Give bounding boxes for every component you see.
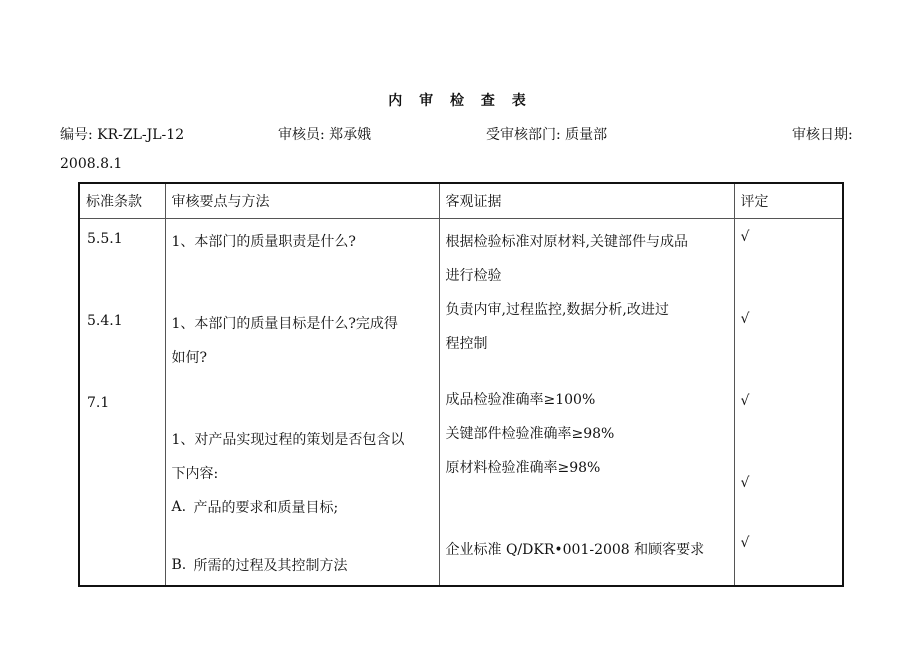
points-column [165, 219, 439, 587]
document-code: 编号: KR-ZL-JL-12 [60, 127, 185, 143]
header-evidence: 客观证据 [439, 183, 734, 219]
document-title: 内 审 检 查 表 [388, 93, 532, 109]
audit-date-label: 审核日期: [792, 127, 853, 143]
point-text: 1、本部门的质量目标是什么?完成得 [171, 316, 398, 332]
check-mark-icon: √ [740, 311, 750, 327]
point-text: 1、对产品实现过程的策划是否包含以 [171, 432, 405, 448]
evidence-text: 根据检验标准对原材料,关键部件与成品 [445, 234, 688, 250]
check-mark-icon: √ [740, 535, 750, 551]
point-text: 下内容: [171, 466, 219, 482]
audit-date-value: 2008.8.1 [60, 156, 123, 172]
evidence-column [439, 219, 734, 587]
evidence-text: 成品检验准确率≥100% [445, 392, 596, 408]
audit-checklist-table [78, 182, 844, 587]
table-row [79, 219, 843, 587]
table-header-row [79, 183, 843, 219]
clause-column [79, 219, 165, 587]
clause-7-1: 7.1 [87, 395, 110, 411]
clause-5-5-1: 5.5.1 [87, 231, 123, 247]
evidence-text: 关键部件检验准确率≥98% [445, 426, 615, 442]
evidence-text: 进行检验 [445, 268, 502, 284]
point-text: 1、本部门的质量职责是什么? [171, 234, 356, 250]
header-rating: 评定 [734, 183, 843, 219]
point-text: 如何? [171, 350, 208, 366]
evidence-text: 企业标准 Q/DKR•001-2008 和顾客要求 [445, 542, 705, 558]
header-points: 审核要点与方法 [165, 183, 439, 219]
audited-department: 受审核部门: 质量部 [486, 127, 608, 143]
rating-column [734, 219, 843, 587]
check-mark-icon: √ [740, 229, 750, 245]
point-item-marker: A. [171, 499, 187, 515]
evidence-text: 程控制 [445, 336, 488, 352]
evidence-text: 负责内审,过程监控,数据分析,改进过 [445, 302, 669, 318]
evidence-text: 原材料检验准确率≥98% [445, 460, 601, 476]
point-text: 所需的过程及其控制方法 [193, 558, 348, 574]
check-mark-icon: √ [740, 475, 750, 491]
header-clause: 标准条款 [79, 183, 165, 219]
point-text: 产品的要求和质量目标; [193, 500, 339, 516]
point-item-marker: B. [171, 557, 187, 573]
check-mark-icon: √ [740, 393, 750, 409]
clause-5-4-1: 5.4.1 [87, 313, 123, 329]
auditor: 审核员: 郑承娥 [278, 127, 372, 143]
